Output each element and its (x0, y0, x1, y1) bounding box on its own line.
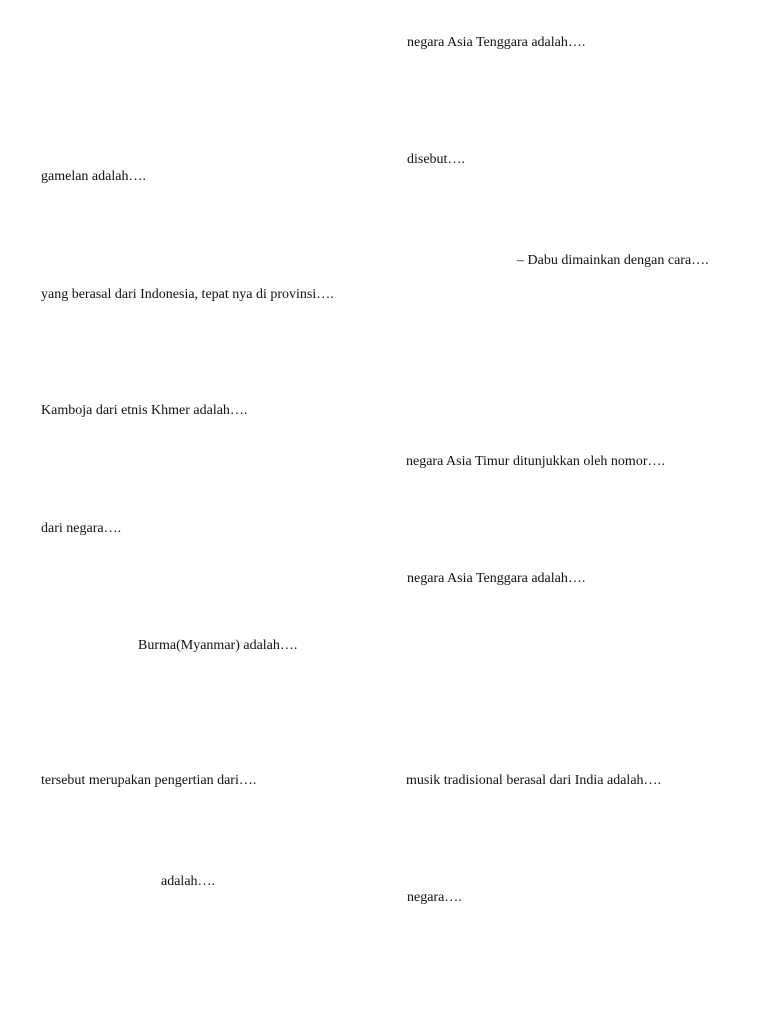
question-fragment-right-7: negara…. (407, 890, 462, 905)
question-fragment-left-5: Burma(Myanmar) adalah…. (138, 638, 298, 653)
question-fragment-right-3: – Dabu dimainkan dengan cara…. (517, 253, 709, 268)
question-fragment-right-4: negara Asia Timur ditunjukkan oleh nomor…. (406, 454, 665, 469)
question-fragment-left-1: gamelan adalah…. (41, 169, 146, 184)
question-fragment-right-6: musik tradisional berasal dari India adalah…. (406, 773, 662, 788)
question-fragment-left-7: adalah…. (161, 874, 216, 889)
question-fragment-right-1: negara Asia Tenggara adalah…. (407, 35, 586, 50)
question-fragment-left-4: dari negara…. (41, 521, 122, 536)
question-fragment-left-3: Kamboja dari etnis Khmer adalah…. (41, 403, 248, 418)
question-fragment-right-2: disebut…. (407, 152, 465, 167)
question-fragment-right-5: negara Asia Tenggara adalah…. (407, 571, 586, 586)
question-fragment-left-6: tersebut merupakan pengertian dari…. (41, 773, 257, 788)
question-fragment-left-2: yang berasal dari Indonesia, tepat nya di provinsi…. (41, 287, 334, 302)
